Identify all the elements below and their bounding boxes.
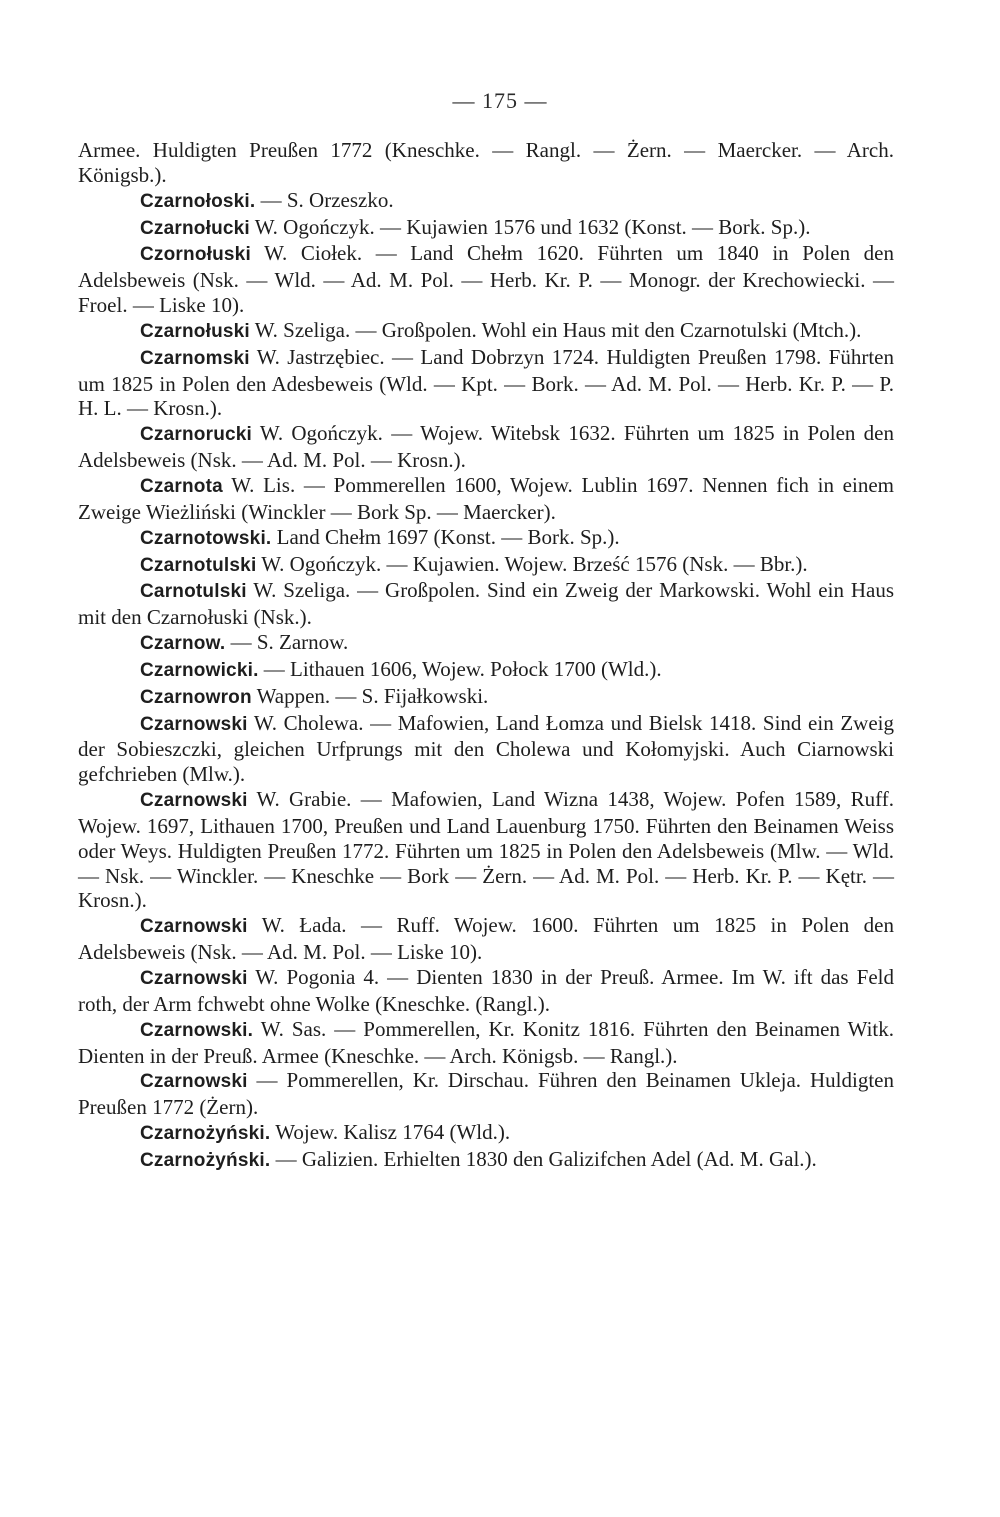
entry-surname: Czarnowski: [140, 968, 248, 989]
entry-surname: Czarnowski: [140, 1071, 248, 1093]
entry: [78, 345, 894, 422]
entry: [78, 1068, 894, 1120]
entry-surname: Czornołuski: [140, 244, 251, 266]
entry-text: — S. Zarnow.: [225, 630, 349, 655]
entry-surname: Czarnorucki: [140, 424, 253, 446]
entry-text: W. Pogonia 4. — Dienten 1830 in der Preuß. Armee. Im W. ift das Feld roth, der Arm fchwebt ohne Wolke (Kneschke. (Rangl.).: [78, 965, 894, 1016]
entry-text: Land Chełm 1697 (Konst. — Bork. Sp.).: [271, 524, 620, 549]
entry: [78, 657, 894, 684]
entry-text: W. Cholewa. — Mafowien, Land Łomza und Bielsk 1418. Sind ein Zweig der Sobieszczki, gleichen Urfprungs mit den Cholewa und Kołomyjski. Auch Ciarnowski gefchrieben (Mlw.).: [78, 710, 894, 787]
entry-surname: Czarnożyński.: [140, 1123, 271, 1145]
entry: [78, 913, 894, 965]
entry-text: W. Ciołek. — Land Chełm 1620. Führten um 1840 in Polen den Adelsbeweis (Nsk. — Wld. — Ad. M. Pol. — Herb. Kr. P. — Monogr. der Krechowiecki. — Froel. — Liske 10).: [78, 241, 894, 318]
entry-surname: Czarnowski.: [140, 1019, 254, 1041]
entry-surname: Czarnowron: [140, 686, 252, 708]
entry-text: — S. Orzeszko.: [255, 187, 394, 212]
entry-surname: Czarnowski: [140, 713, 248, 735]
entry: [78, 1120, 894, 1147]
entry-text: Wojew. Kalisz 1764 (Wld.).: [270, 1120, 511, 1145]
entry-continuation: [78, 138, 894, 188]
entry: [78, 711, 894, 788]
entry-surname: Czarnow.: [140, 633, 226, 655]
entry: [78, 188, 894, 215]
entry-text: W. Sas. — Pommerellen, Kr. Konitz 1816. Führten den Beinamen Witk. Dienten in der Preuß. Armee (Kneschke. — Arch. Königsb. — Rangl.).: [78, 1016, 894, 1068]
entry-list: [78, 138, 894, 1174]
entry: [78, 787, 894, 913]
entry-surname: Czarnołoski.: [140, 190, 256, 212]
entry-surname: Czarnowicki.: [140, 659, 259, 681]
entry: [78, 421, 894, 473]
entry-text: W. Ogończyk. — Wojew. Witebsk 1632. Führten um 1825 in Polen den Adelsbeweis (Nsk. — Ad. M. Pol. — Krosn.).: [78, 421, 894, 473]
entry-text: W. Łada. — Ruff. Wojew. 1600. Führten um 1825 in Polen den Adelsbeweis (Nsk. — Ad. M. Pol. — Liske 10).: [78, 913, 894, 965]
entry: [78, 473, 894, 525]
entry: [78, 1017, 894, 1069]
entry: [78, 552, 894, 579]
entry: [78, 684, 894, 711]
entry: [78, 630, 894, 657]
entry-surname: Czarnotulski: [140, 554, 257, 576]
entry-text: W. Szeliga. — Großpolen. Wohl ein Haus mit den Czarnotulski (Mtch.).: [249, 317, 862, 342]
entry-text: W. Ogończyk. — Kujawien 1576 und 1632 (Konst. — Bork. Sp.).: [249, 214, 811, 239]
entry: [78, 965, 894, 1017]
entry-surname: Carnotulski: [140, 581, 247, 603]
entry-text: W. Lis. — Pommerellen 1600, Wojew. Lublin 1697. Nennen fich in einem Zweige Wieżliński (Winckler — Bork Sp. — Maercker).: [78, 472, 894, 524]
entry-text: Armee. Huldigten Preußen 1772 (Kneschke. — Rangl. — Żern. — Maercker. — Arch. Königsb.).: [78, 138, 894, 187]
entry-surname: Czarnołuski: [140, 320, 250, 342]
entry-surname: Czarnożyński.: [140, 1149, 271, 1171]
entry-surname: Czarnomski: [140, 347, 250, 369]
entry: [78, 525, 894, 552]
entry-text: — Galizien. Erhielten 1830 den Galizifchen Adel (Ad. M. Gal.).: [270, 1146, 817, 1171]
entry-surname: Czarnowski: [140, 790, 248, 812]
entry-text: W. Grabie. — Mafowien, Land Wizna 1438, Wojew. Pofen 1589, Ruff. Wojew. 1697, Lithauen 1700, Preußen und Land Lauenburg 1750. Führten den Beinamen Weiss oder Weys. Huldigten Preußen 1772. Führten um 1825 in Polen den Adelsbeweis (Mlw. — Wld. — Nsk. — Winckler. — Kneschke — Bork — Żern. — Ad. M. Pol. — Herb. Kr. P. — Kętr. — Krosn.).: [78, 787, 894, 913]
entry-surname: Czarnotowski.: [140, 527, 272, 549]
entry-text: W. Ogończyk. — Kujawien. Wojew. Brześć 1576 (Nsk. — Bbr.).: [256, 551, 808, 576]
entry: [78, 215, 894, 242]
entry-text: W. Szeliga. — Großpolen. Sind ein Zweig der Markowski. Wohl ein Haus mit den Czarnołuski (Nsk.).: [78, 578, 894, 630]
entry: [78, 241, 894, 318]
entry-text: — Lithauen 1606, Wojew. Połock 1700 (Wld.).: [258, 656, 662, 681]
entry-surname: Czarnota: [140, 475, 223, 497]
entry-text: — Pommerellen, Kr. Dirschau. Führen den Beinamen Ukleja. Huldigten Preußen 1772 (Żern).: [78, 1068, 894, 1120]
entry: [78, 318, 894, 345]
entry-surname: Czarnołucki: [140, 217, 250, 239]
entry: [78, 1147, 894, 1174]
entry: [78, 578, 894, 630]
entry-text: Wappen. — S. Fijałkowski.: [251, 683, 489, 708]
entry-text: W. Jastrzębiec. — Land Dobrzyn 1724. Huldigten Preußen 1798. Führten um 1825 in Polen den Adesbeweis (Wld. — Kpt. — Bork. — Ad. M. Pol. — Herb. Kr. P. — P. H. L. — Krosn.).: [78, 344, 894, 421]
entry-surname: Czarnowski: [140, 916, 248, 938]
page-number: — 175 —: [452, 88, 548, 113]
